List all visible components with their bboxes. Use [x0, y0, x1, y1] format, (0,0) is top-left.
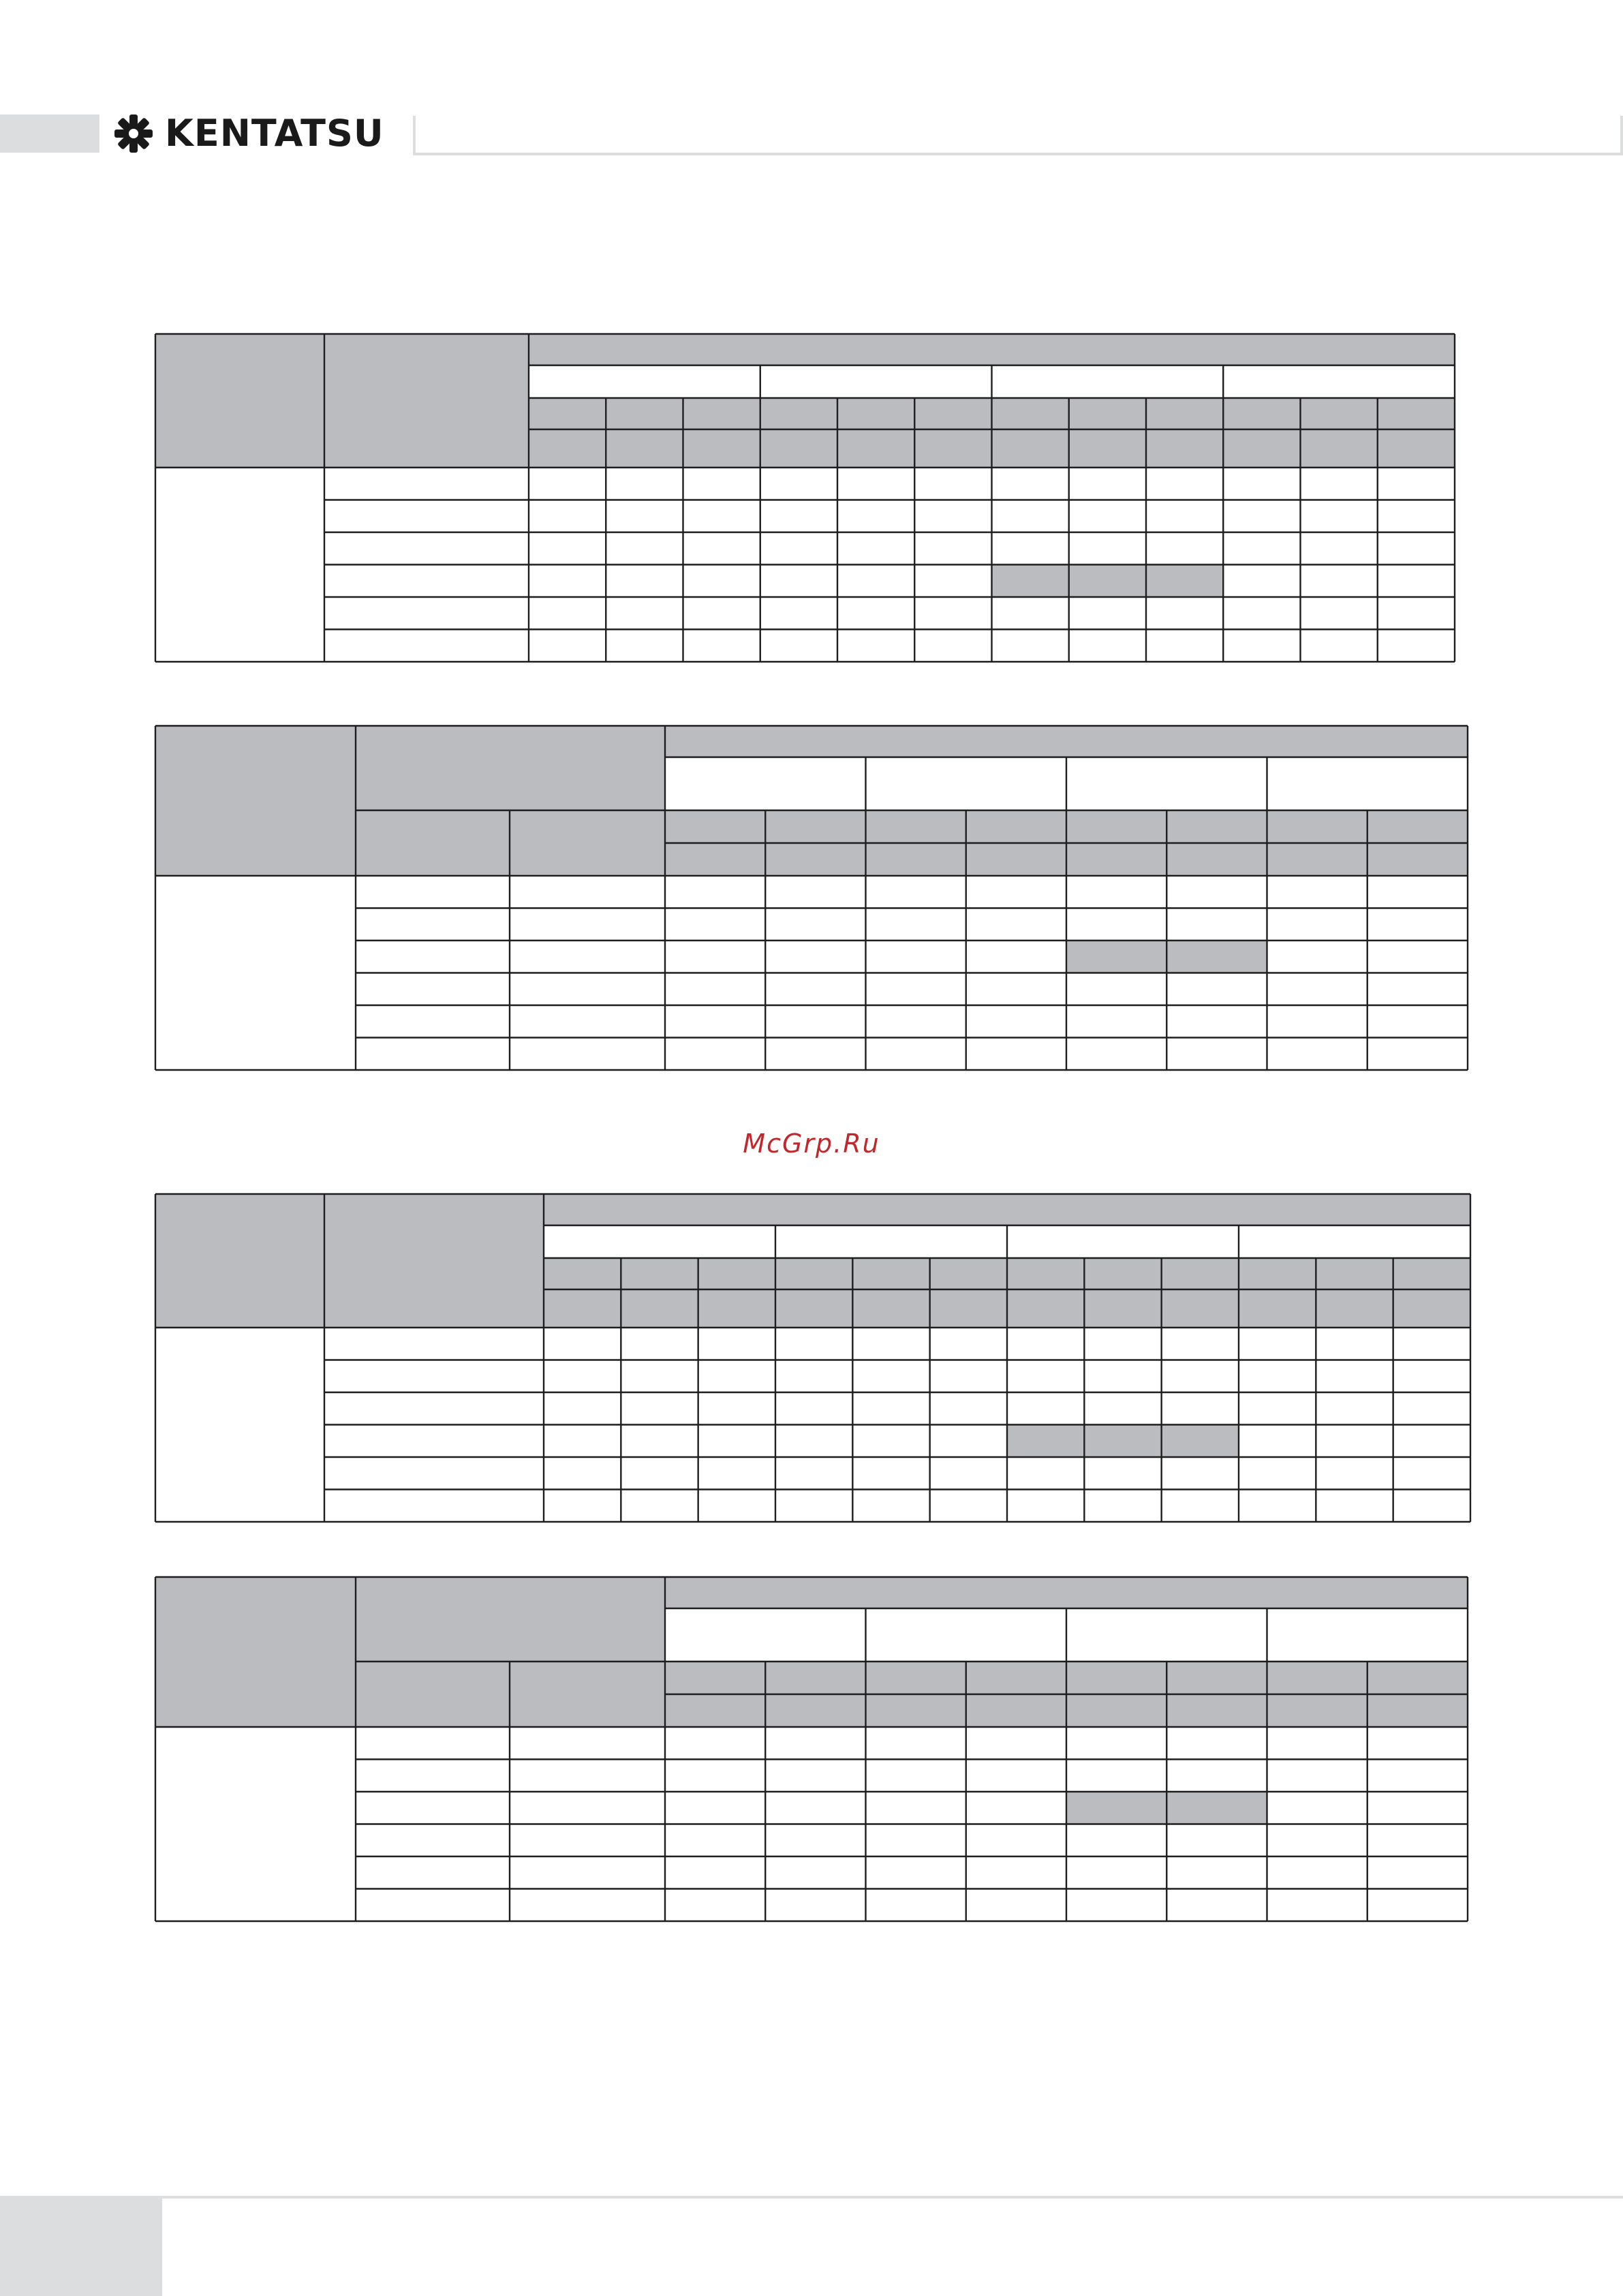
- table-3-highlight-cell: [1007, 1425, 1084, 1458]
- footer-band: [0, 2196, 162, 2296]
- table-1-highlight-cell: [1146, 565, 1223, 598]
- table-1-head-left: [155, 334, 529, 468]
- table-1-highlight-cell: [992, 565, 1069, 598]
- table-2-highlight-cell: [1166, 940, 1267, 973]
- table-4-highlight-cell: [1166, 1792, 1267, 1824]
- brand-name: KENTATSU: [165, 112, 384, 155]
- table-2-head-top: [665, 726, 1468, 757]
- table-3-highlight-cell: [1084, 1425, 1161, 1458]
- table-3-head-top: [544, 1194, 1470, 1225]
- table-4-highlight-cell: [1066, 1792, 1166, 1824]
- table-4-head-left: [155, 1577, 665, 1727]
- watermark: McGrp.Ru: [743, 1129, 880, 1159]
- table-3-head-left: [155, 1194, 544, 1328]
- table-2-highlight-cell: [1066, 940, 1166, 973]
- table-2-head-left: [155, 726, 665, 876]
- table-1-highlight-cell: [1069, 565, 1146, 598]
- table-3-highlight-cell: [1162, 1425, 1239, 1458]
- table-4-head-top: [665, 1577, 1468, 1608]
- table-1-head-top: [529, 334, 1455, 365]
- footer-rule: [162, 2196, 1623, 2199]
